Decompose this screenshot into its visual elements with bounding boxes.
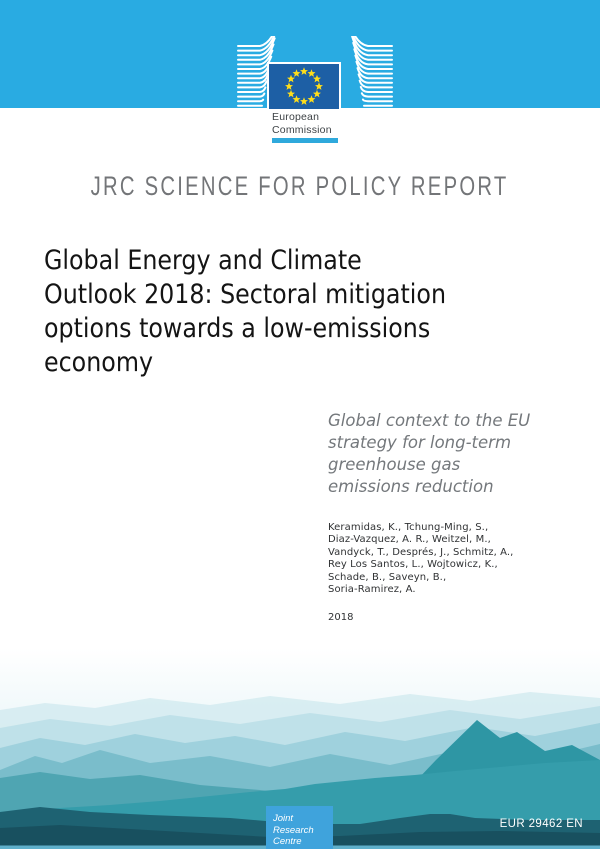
jrc-box-line: Centre (273, 836, 302, 847)
author-line: Soria-Ramirez, A. (328, 584, 416, 596)
author-line: Diaz-Vazquez, A. R., Weitzel, M., (328, 534, 491, 546)
author-line: Vandyck, T., Després, J., Schmitz, A., (328, 546, 514, 558)
report-series-text: JRC SCIENCE FOR POLICY REPORT (91, 171, 509, 201)
subtitle-line: greenhouse gas (328, 455, 461, 474)
report-title (44, 244, 446, 380)
jrc-box-line: Joint (273, 813, 294, 824)
subtitle-line: Global context to the EU (328, 411, 531, 430)
logo-stripes-right-icon (350, 36, 392, 106)
author-line: Rey Los Santos, L., Wojtowicz, K., (328, 559, 498, 571)
ec-wordmark (272, 111, 392, 137)
author-line: Keramidas, K., Tchung-Ming, S., (328, 522, 489, 533)
title-line: Global Energy and Climate (44, 245, 362, 276)
title-line: Outlook 2018: Sectoral mitigation (44, 279, 447, 310)
publication-year: 2018 (328, 612, 354, 623)
subtitle-line: strategy for long-term (328, 433, 512, 452)
title-line: options towards a low-emissions (44, 313, 431, 344)
subtitle-line: emissions reduction (328, 477, 494, 496)
report-series-heading (0, 171, 600, 201)
jrc-logo-box (266, 806, 333, 849)
ec-wordmark-line1: European (272, 111, 320, 123)
report-number: EUR 29462 EN (499, 818, 583, 830)
jrc-box-line: Research (273, 824, 314, 836)
ec-wordmark-line2: Commission (272, 124, 332, 136)
author-line: Schade, B., Saveyn, B., (328, 571, 447, 583)
report-subtitle (328, 410, 530, 498)
authors-list (328, 522, 513, 596)
ec-logo-underline (272, 138, 338, 143)
title-line: economy (44, 347, 154, 378)
